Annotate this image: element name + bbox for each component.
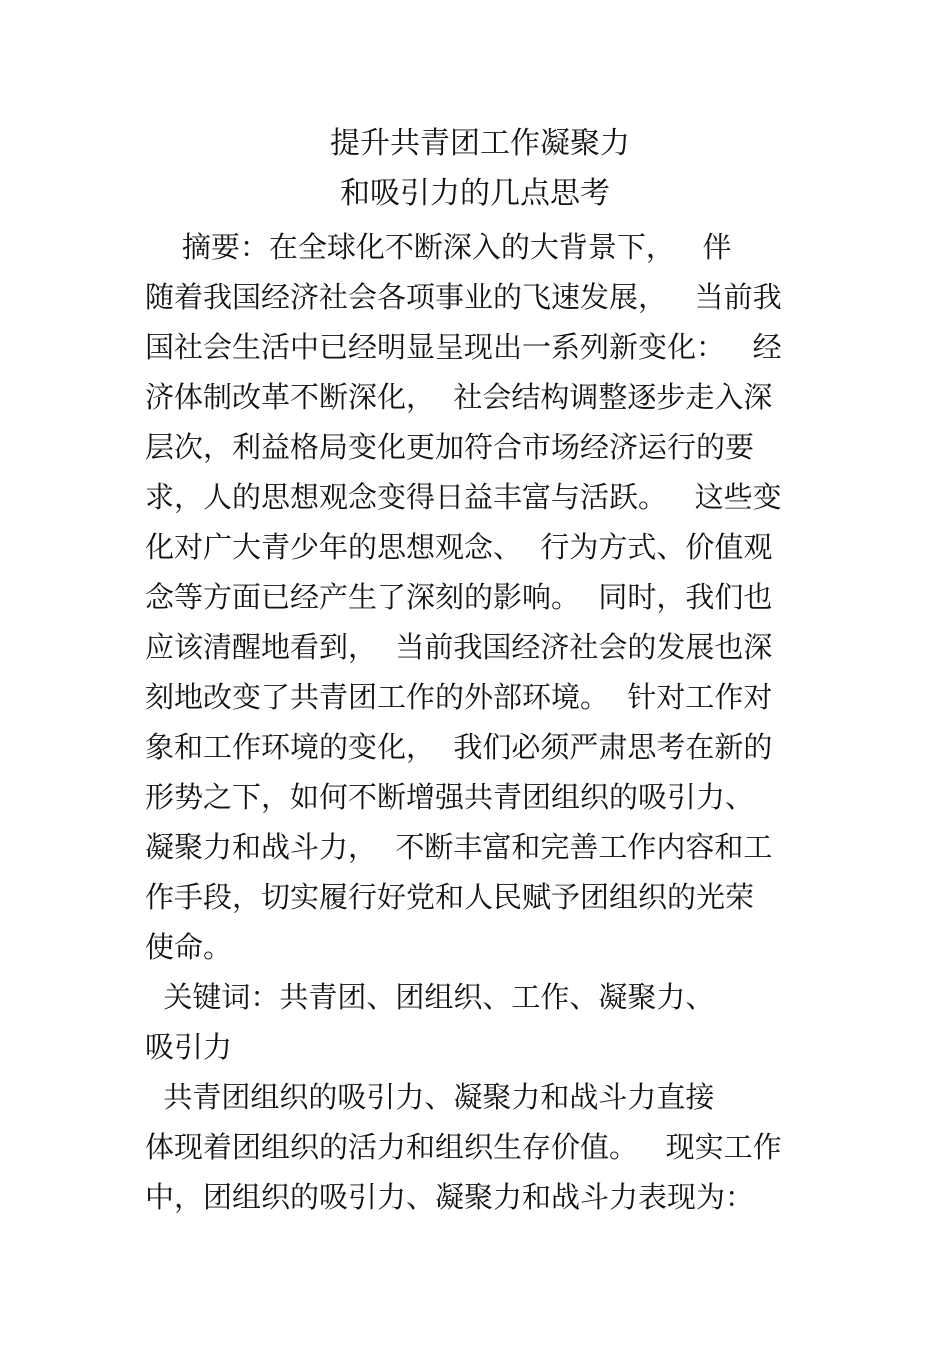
abstract-line-2: 随着我国经济社会各项事业的飞速发展， 当前我 [145,280,782,314]
abstract-line-12: 形势之下，如何不断增强共青团组织的吸引力、 [145,780,755,814]
document-title-line-2: 和吸引力的几点思考 [340,176,610,211]
abstract-line-11: 象和工作环境的变化， 我们必须严肃思考在新的 [145,730,773,764]
keywords-line-1: 关键词：共青团、团组织、工作、凝聚力、 [145,980,715,1014]
document-title-line-1: 提升共青团工作凝聚力 [330,126,630,161]
abstract-line-10: 刻地改变了共青团工作的外部环境。 针对工作对 [145,680,773,714]
abstract-line-1: 摘要：在全球化不断深入的大背景下， 伴 [145,230,732,264]
abstract-line-5: 层次，利益格局变化更加符合市场经济运行的要 [145,430,755,464]
keywords-line-2: 吸引力 [145,1030,233,1064]
abstract-line-7: 化对广大青少年的思想观念、 行为方式、价值观 [145,530,773,564]
body-line-1: 共青团组织的吸引力、凝聚力和战斗力直接 [145,1080,715,1114]
abstract-line-13: 凝聚力和战斗力， 不断丰富和完善工作内容和工 [145,830,773,864]
abstract-line-8: 念等方面已经产生了深刻的影响。 同时，我们也 [145,580,773,614]
abstract-line-9: 应该清醒地看到， 当前我国经济社会的发展也深 [145,630,773,664]
body-line-2: 体现着团组织的活力和组织生存价值。 现实工作 [145,1130,782,1164]
abstract-line-3: 国社会生活中已经明显呈现出一系列新变化： 经 [145,330,782,364]
abstract-line-15: 使命。 [145,930,233,964]
abstract-line-14: 作手段，切实履行好党和人民赋予团组织的光荣 [145,880,755,914]
abstract-line-6: 求，人的思想观念变得日益丰富与活跃。 这些变 [145,480,782,514]
abstract-line-4: 济体制改革不断深化， 社会结构调整逐步走入深 [145,380,773,414]
body-line-3: 中，团组织的吸引力、凝聚力和战斗力表现为： [145,1180,755,1214]
